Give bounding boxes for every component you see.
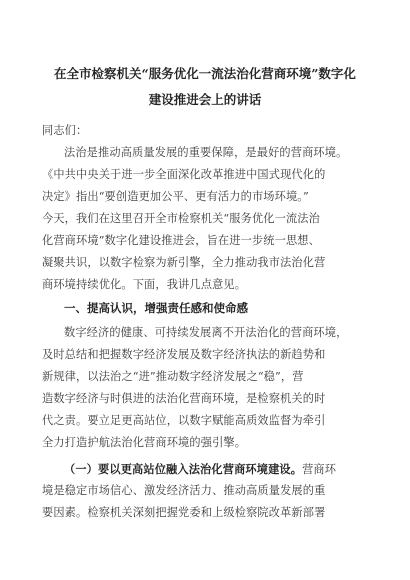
paragraph-2-line: 数字经济的健康、可持续发展离不开法治化的营商环境， [64, 326, 348, 339]
section-heading-1: 一、提高认识，增强责任感和使命感 [64, 301, 248, 315]
paragraph-1-line: 《中共中央关于进一步全面深化改革推进中国式现代化的 [42, 168, 326, 181]
paragraph-3-line: 境是稳定市场信心、激发经济活力、推动高质量发展的重 [42, 484, 326, 497]
paragraph-1-line: 凝聚共识，以数字检察为新引擎，全力推动我市法治化营 [42, 256, 326, 269]
document-title-line-2: 建设推进会上的讲话 [148, 92, 262, 107]
paragraph-1-line: 商环境持续优化。下面，我讲几点意见。 [42, 278, 247, 291]
salutation: 同志们： [42, 124, 88, 137]
paragraph-3-lead: 营商环 [302, 463, 337, 476]
paragraph-1-line: 今天，我们在这里召开全市检察机关“服务优化一流法治 [42, 212, 320, 225]
paragraph-1-line: 法治是推动高质量发展的重要保障，是最好的营商环境。 [64, 146, 348, 159]
paragraph-2-line: 及时总结和把握数字经济发展及数字经济执法的新趋势和 [42, 348, 326, 361]
paragraph-2-line: 全力打造护航法治化营商环境的强引擎。 [42, 436, 247, 449]
subsection-heading: （一）要以更高站位融入法治化营商环境建设。 [64, 462, 303, 476]
paragraph-2-line: 新规律，以法治之“进”推动数字经济发展之“稳”，营 [42, 370, 304, 383]
paragraph-3-line: 要因素。检察机关深刻把握党委和上级检察院改革新部署 [42, 506, 326, 519]
paragraph-1-line: 决定》指出“要创造更加公平、更有活力的市场环境。” [42, 190, 309, 203]
paragraph-2-line: 代之责。要立足更高站位，以数字赋能高质效监督为牵引 [42, 414, 326, 427]
paragraph-1-line: 化营商环境”数字化建设推进会，旨在进一步统一思想、 [42, 234, 320, 247]
paragraph-2-line: 造数字经济与时俱进的法治化营商环境，是检察机关的时 [42, 392, 326, 405]
subheading-line [64, 462, 336, 477]
document-title-line-1: 在全市检察机关“服务优化一流法治化营商环境”数字化 [54, 66, 356, 81]
